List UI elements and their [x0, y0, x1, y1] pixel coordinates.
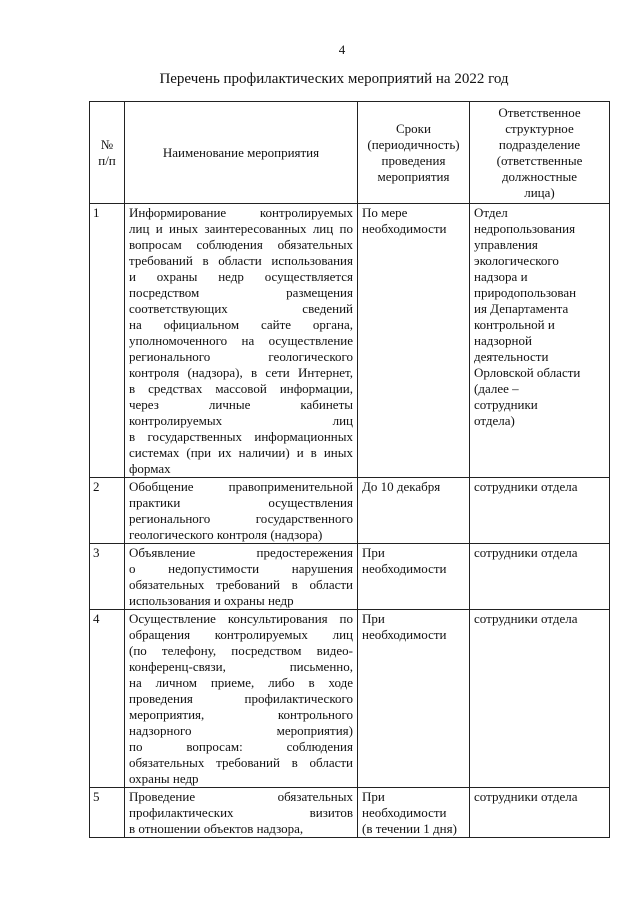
- cell-line: сотрудники отдела: [474, 479, 578, 494]
- cell-line: соответствующих сведений: [129, 301, 353, 316]
- document-title: Перечень профилактических мероприятий на 2022 год: [159, 71, 509, 87]
- measure-name: [125, 788, 358, 838]
- cell-line: регионального геологического: [129, 349, 353, 364]
- cell-line: необходимости: [362, 805, 447, 820]
- cell-line: вопросам соблюдения обязательных: [129, 237, 353, 252]
- cell-line: экологического: [474, 253, 559, 268]
- row-number: 5: [90, 788, 125, 838]
- cell-line: Орловской области: [474, 365, 581, 380]
- row-number: 2: [90, 478, 125, 544]
- cell-line: отдела): [474, 413, 515, 428]
- measure-name: [125, 204, 358, 478]
- cell-line: Информирование контролируемых: [129, 205, 353, 220]
- cell-line: необходимости: [362, 561, 447, 576]
- cell-line: обращения контролируемых лиц: [129, 627, 353, 642]
- cell-line: регионального государственного: [129, 511, 353, 526]
- cell-line: деятельности: [474, 349, 549, 364]
- cell-line: в отношении объектов надзора,: [129, 821, 304, 836]
- table-header-row: [90, 102, 610, 204]
- measure-terms: [358, 478, 470, 544]
- cell-line: п/п: [98, 152, 116, 168]
- cell-line: профилактических визитов: [129, 805, 353, 820]
- cell-line: сотрудники: [474, 397, 538, 412]
- cell-line: Отдел: [474, 205, 508, 220]
- cell-line: (ответственные: [496, 152, 583, 168]
- cell-line: надзорной: [474, 333, 532, 348]
- cell-line: использования и охраны недр: [129, 593, 294, 608]
- cell-line: на личном приеме, либо в ходе: [129, 675, 353, 690]
- cell-line: должностные: [501, 168, 578, 184]
- cell-line: Наименование мероприятия: [162, 144, 320, 160]
- cell-line: До 10 декабря: [362, 479, 441, 494]
- cell-line: сотрудники отдела: [474, 789, 578, 804]
- cell-line: обязательных требований в области: [129, 755, 353, 770]
- table-row: [90, 788, 610, 838]
- cell-line: природопользован: [474, 285, 577, 300]
- table-row: [90, 610, 610, 788]
- cell-line: охраны недр: [129, 771, 199, 786]
- cell-line: формах: [129, 461, 171, 476]
- row-number: 3: [90, 544, 125, 610]
- cell-line: проведения профилактического: [129, 691, 353, 706]
- cell-line: №: [100, 136, 114, 152]
- row-number: 1: [90, 204, 125, 478]
- cell-line: мероприятия: [377, 168, 450, 184]
- header-num: [90, 102, 125, 204]
- cell-line: в средствах массовой информации,: [129, 381, 353, 396]
- cell-line: По мере: [362, 205, 408, 220]
- cell-line: Осуществление консультирования по: [129, 611, 353, 626]
- measure-name: [125, 610, 358, 788]
- cell-line: лица): [524, 184, 555, 200]
- cell-line: управления: [474, 237, 538, 252]
- page-number: 4: [338, 42, 346, 57]
- cell-line: необходимости: [362, 221, 447, 236]
- cell-line: уполномоченного на осуществление: [129, 333, 353, 348]
- cell-line: (периодичность): [367, 136, 460, 152]
- cell-line: проведения: [381, 152, 446, 168]
- cell-line: (в течении 1 дня): [362, 821, 457, 836]
- row-number: 4: [90, 610, 125, 788]
- cell-line: и охраны недр осуществляется: [129, 269, 353, 284]
- cell-line: контрольной и: [474, 317, 555, 332]
- table-row: [90, 478, 610, 544]
- cell-line: структурное: [505, 120, 574, 136]
- header-terms: [358, 102, 470, 204]
- cell-line: Сроки: [396, 120, 431, 136]
- cell-line: ия Департамента: [474, 301, 569, 316]
- cell-line: (по телефону, посредством видео-: [129, 643, 353, 658]
- table-row: [90, 204, 610, 478]
- header-responsible: [470, 102, 610, 204]
- cell-line: обязательных требований в области: [129, 577, 353, 592]
- measure-responsible: [470, 544, 610, 610]
- measure-name: [125, 478, 358, 544]
- cell-line: (далее –: [474, 381, 519, 396]
- cell-line: При: [362, 789, 385, 804]
- measure-terms: [358, 788, 470, 838]
- cell-line: через личные кабинеты: [129, 397, 353, 412]
- cell-line: системах (при их наличии) и в иных: [129, 445, 353, 460]
- cell-line: геологического контроля (надзора): [129, 527, 323, 542]
- header-name: [125, 102, 358, 204]
- cell-line: необходимости: [362, 627, 447, 642]
- cell-line: сотрудники отдела: [474, 611, 578, 626]
- cell-line: Проведение обязательных: [129, 789, 353, 804]
- cell-line: При: [362, 545, 385, 560]
- measure-responsible: [470, 478, 610, 544]
- cell-line: конференц-связи, письменно,: [129, 659, 353, 674]
- measure-name: [125, 544, 358, 610]
- measures-table: [89, 101, 610, 838]
- cell-line: лиц и иных заинтересованных лиц по: [129, 221, 353, 236]
- cell-line: Обобщение правоприменительной: [129, 479, 353, 494]
- cell-line: контроля (надзора), в сети Интернет,: [129, 365, 353, 380]
- cell-line: практики осуществления: [129, 495, 353, 510]
- cell-line: надзорного мероприятия): [129, 723, 353, 738]
- measure-responsible: [470, 610, 610, 788]
- cell-line: сотрудники отдела: [474, 545, 578, 560]
- cell-line: При: [362, 611, 385, 626]
- cell-line: о недопустимости нарушения: [129, 561, 353, 576]
- cell-line: Ответственное: [498, 104, 581, 120]
- cell-line: посредством размещения: [129, 285, 353, 300]
- measure-terms: [358, 544, 470, 610]
- measure-terms: [358, 610, 470, 788]
- cell-line: в государственных информационных: [129, 429, 353, 444]
- cell-line: требований в области использования: [129, 253, 353, 268]
- cell-line: недропользования: [474, 221, 576, 236]
- measure-responsible: [470, 788, 610, 838]
- measure-terms: [358, 204, 470, 478]
- cell-line: по вопросам: соблюдения: [129, 739, 353, 754]
- cell-line: подразделение: [498, 136, 581, 152]
- cell-line: на официальном сайте органа,: [129, 317, 353, 332]
- measure-responsible: [470, 204, 610, 478]
- cell-line: Объявление предостережения: [129, 545, 353, 560]
- table-row: [90, 544, 610, 610]
- cell-line: контролируемых лиц: [129, 413, 353, 428]
- cell-line: мероприятия, контрольного: [129, 707, 353, 722]
- cell-line: надзора и: [474, 269, 528, 284]
